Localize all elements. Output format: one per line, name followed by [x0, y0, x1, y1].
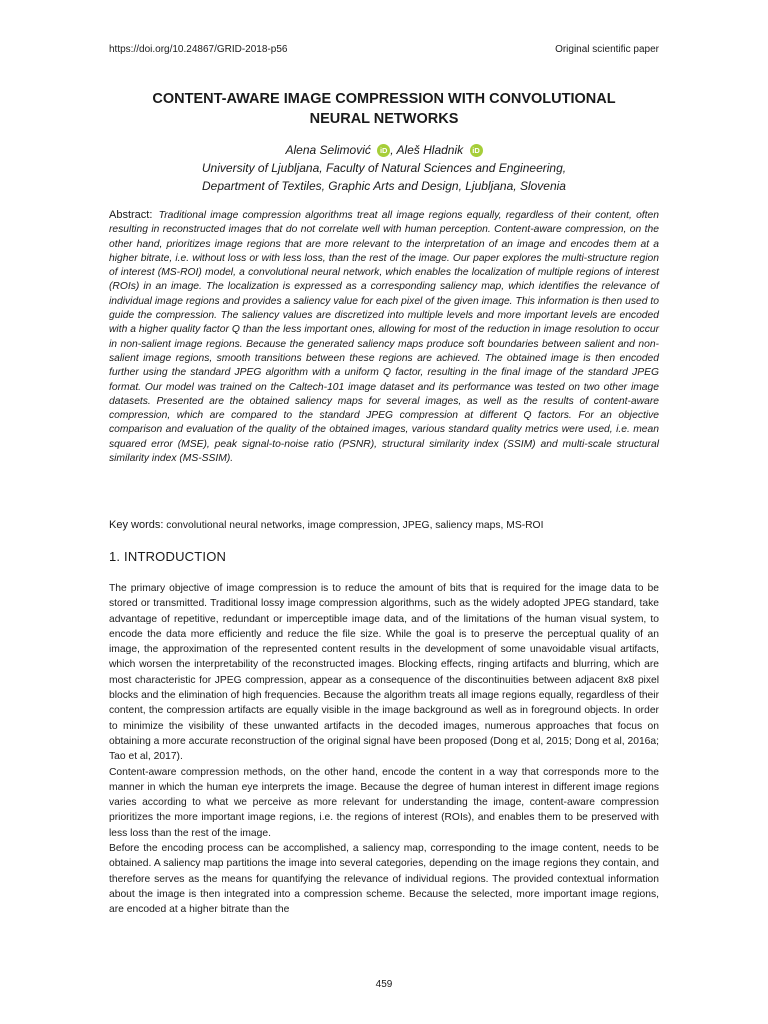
abstract-text: Traditional image compression algorithms treat all image regions equally, regardless of their content, often resulting in reconstructed images that do not correlate well with human perception. Content-aware compression, on the other hand, prioritizes image regions that are more relevant to the interpretation of an image and encodes them at a higher bitrate, i.e. without loss or with less loss, than the rest of the image. Our paper explores the multi-structure region of interest (MS-ROI) model, a convolutional neural network, which enables the localization of multiple regions of interest (ROIs) in an image. The localization is expressed as a corresponding saliency map, which identifies the relevance of individual image regions and provides a saliency value for each pixel of the given image. This information is then used to guide the compression. The saliency values are discretized into multiple levels and more important levels are encoded with a higher quality factor Q than the less important ones, allowing for most of the reduction in image resolution to occur in non-salient image regions. Because the generated saliency maps produce soft boundaries between salient and non-salient image regions, smooth transitions between these regions are achieved. The obtained image is then encoded further using the standard JPEG algorithm with a uniform Q factor, resulting in the final image of the standard JPEG format. Our model was trained on the Caltech-101 image dataset and its performance was tested on two other image datasets. Presented are the obtained saliency maps for several images, as well as the results of content-aware compression, which are compared to the standard JPEG compression at different Q factors. For an objective comparison and evaluation of the quality of the obtained images, various standard quality metrics were used, i.e. mean squared error (MSE), peak signal-to-noise ratio (PSNR), structural similarity index (SSIM) and multi-scale structural similarity index (MS-SSIM).: [109, 210, 659, 465]
paper-type-label: Original scientific paper: [555, 44, 659, 55]
paper-title: [110, 89, 658, 129]
author-block: [110, 141, 658, 195]
abstract: [109, 208, 659, 466]
author-name: Aleš Hladnik: [396, 143, 464, 157]
paragraph: Content-aware compression methods, on the other hand, encode the content in a way that corresponds more to the manner in which the human eye interprets the image. Because the degree of human interest in different image regions varies according to what we perceive as more relevant for understanding the image, content-aware compression prioritizes the more important image regions, i.e. the regions of interest (ROIs), and enables them to be preserved with less loss than the rest of the image.: [109, 766, 659, 839]
abstract-label: Abstract:: [109, 209, 153, 221]
author-line: [110, 141, 658, 159]
affiliation-line: Department of Textiles, Graphic Arts and Design, Ljubljana, Slovenia: [202, 179, 566, 193]
keywords-text: convolutional neural networks, image compression, JPEG, saliency maps, MS-ROI: [166, 520, 544, 531]
orcid-icon[interactable]: iD: [470, 144, 483, 157]
author-name: Alena Selimović: [285, 143, 371, 157]
section-heading: 1. INTRODUCTION: [109, 549, 227, 564]
section-body: [109, 581, 659, 918]
paragraph: The primary objective of image compression is to reduce the amount of bits that is required for the image data to be stored or transmitted. Traditional lossy image compression algorithms, such as the widely adopted JPEG standard, take advantage of repetitive, redundant or imperceptible image data, and of the limitations of the human visual system, to encode the data more efficiently and reduce the file size. While the goal is to preserve the perceptual quality of an image, the approximation of the represented content results in the development of some unavoidable visual artifacts, which worsen the interpretability of the reconstructed images. Blocking effects, ringing artifacts and blurring, which are most characteristic for JPEG compression, appear as a consequence of the discontinuities between adjacent 8x8 pixel blocks and the elimination of high frequencies. Because the algorithm treats all image regions equally, regardless of their content, the compression artifacts are equally visible in the image background as well as in foreground objects. In order to minimize the visibility of these unwanted artifacts in the decoded images, numerous approaches that focus on obtaining a more accurate reconstruction of the original signal have been proposed (Dong et al, 2015; Dong et al, 2016a; Tao et al, 2017).: [109, 583, 659, 763]
keywords: [109, 518, 659, 533]
page-number: 459: [375, 979, 393, 990]
title-line: NEURAL NETWORKS: [309, 111, 459, 127]
keywords-label: Key words:: [109, 519, 164, 531]
doi-link[interactable]: https://doi.org/10.24867/GRID-2018-p56: [109, 44, 288, 55]
paragraph: Before the encoding process can be accomplished, a saliency map, corresponding to the image content, needs to be obtained. A saliency map partitions the image into several categories, depending on the image regions they contain, and therefore serves as the means for quantifying the relevance of individual regions. The provided contextual information about the image is then integrated into a compression scheme. Because the selected, more important image regions, are encoded at a higher bitrate than the: [109, 843, 659, 916]
author-separator: ,: [390, 143, 394, 157]
page-header: [109, 44, 659, 55]
orcid-icon[interactable]: iD: [377, 144, 390, 157]
title-line: CONTENT-AWARE IMAGE COMPRESSION WITH CONVOLUTIONAL: [152, 91, 616, 107]
affiliation-line: University of Ljubljana, Faculty of Natural Sciences and Engineering,: [201, 161, 567, 175]
